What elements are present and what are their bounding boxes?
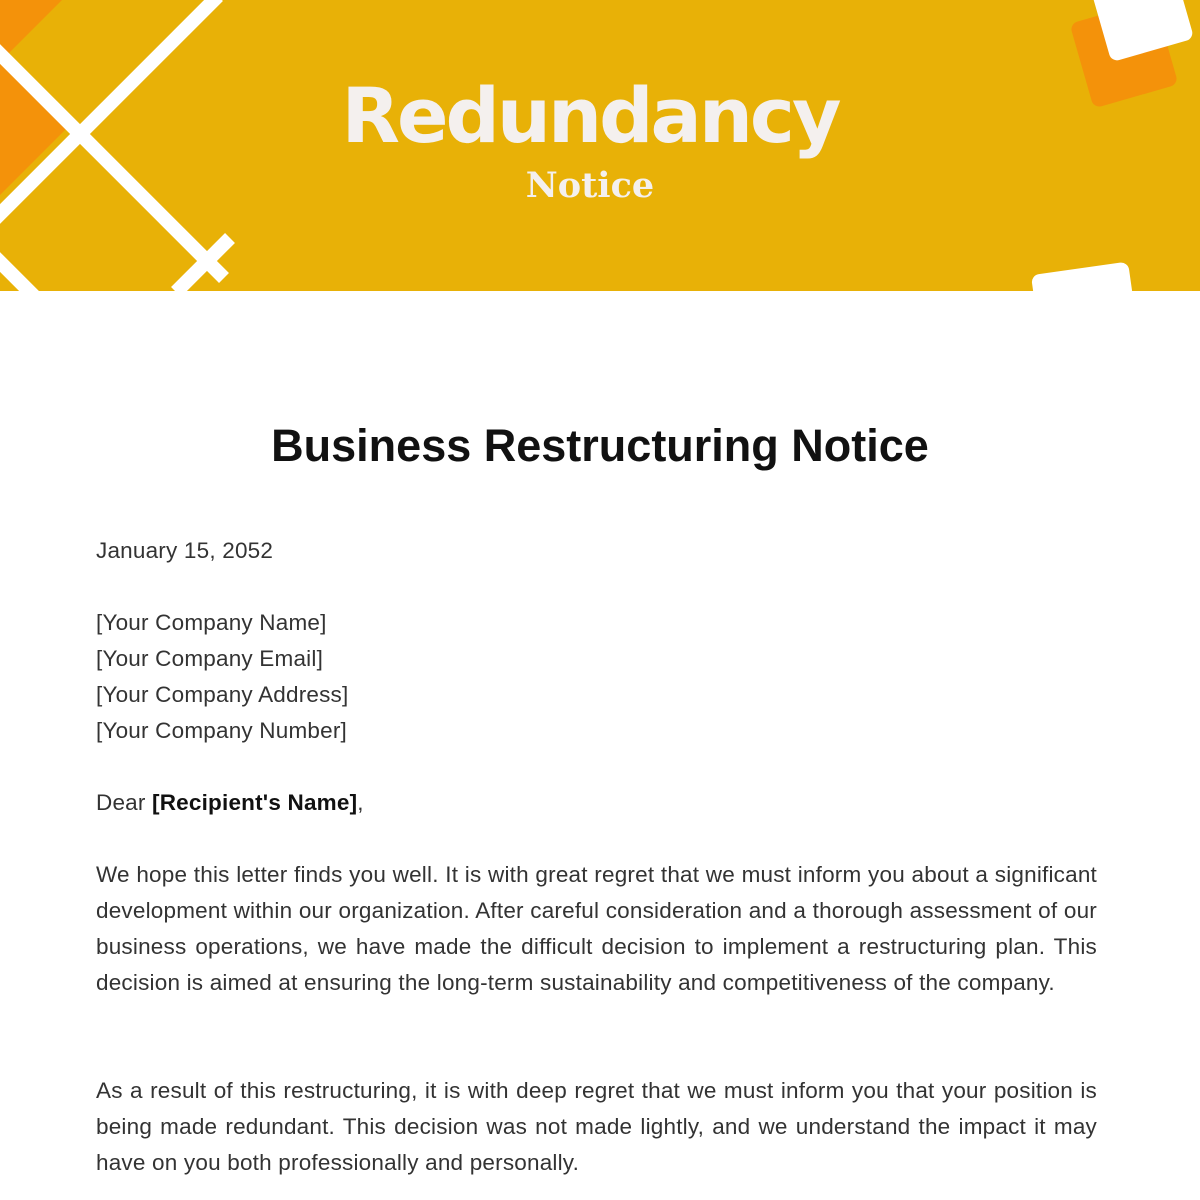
banner-title: Redundancy [341,71,839,160]
company-address: [Your Company Address] [96,682,349,707]
white-diagonal-line [0,252,40,291]
company-name: [Your Company Name] [96,610,327,635]
salutation [96,785,1097,821]
salutation-prefix: Dear [96,790,153,815]
letter-date: January 15, 2052 [96,538,274,563]
salutation-suffix: , [357,790,364,815]
white-square-shape [1031,262,1139,291]
orange-triangle-shape [0,0,62,62]
banner-subtitle: Notice [525,165,655,206]
company-number: [Your Company Number] [96,718,347,743]
paragraph: As a result of this restructuring, it is with deep regret that we must inform you that your position is being made redundant. This decision was not made lightly, and we understand the impact it may have on you both professionally and personally. [96,1078,1097,1175]
company-email: [Your Company Email] [96,646,324,671]
paragraph: We hope this letter finds you well. It is with great regret that we must inform you about a significant development within our organization. After careful consideration and a thorough assessment of our business operations, we have made the difficult decision to implement a restructuring plan. This decision is aimed at ensuring the long-term sustainability and competitiveness of the company. [96,862,1097,995]
document-title: Business Restructuring Notice [271,420,929,471]
company-details [96,605,1097,749]
recipient-name: [Recipient's Name] [152,790,358,815]
header-banner [0,0,1200,291]
